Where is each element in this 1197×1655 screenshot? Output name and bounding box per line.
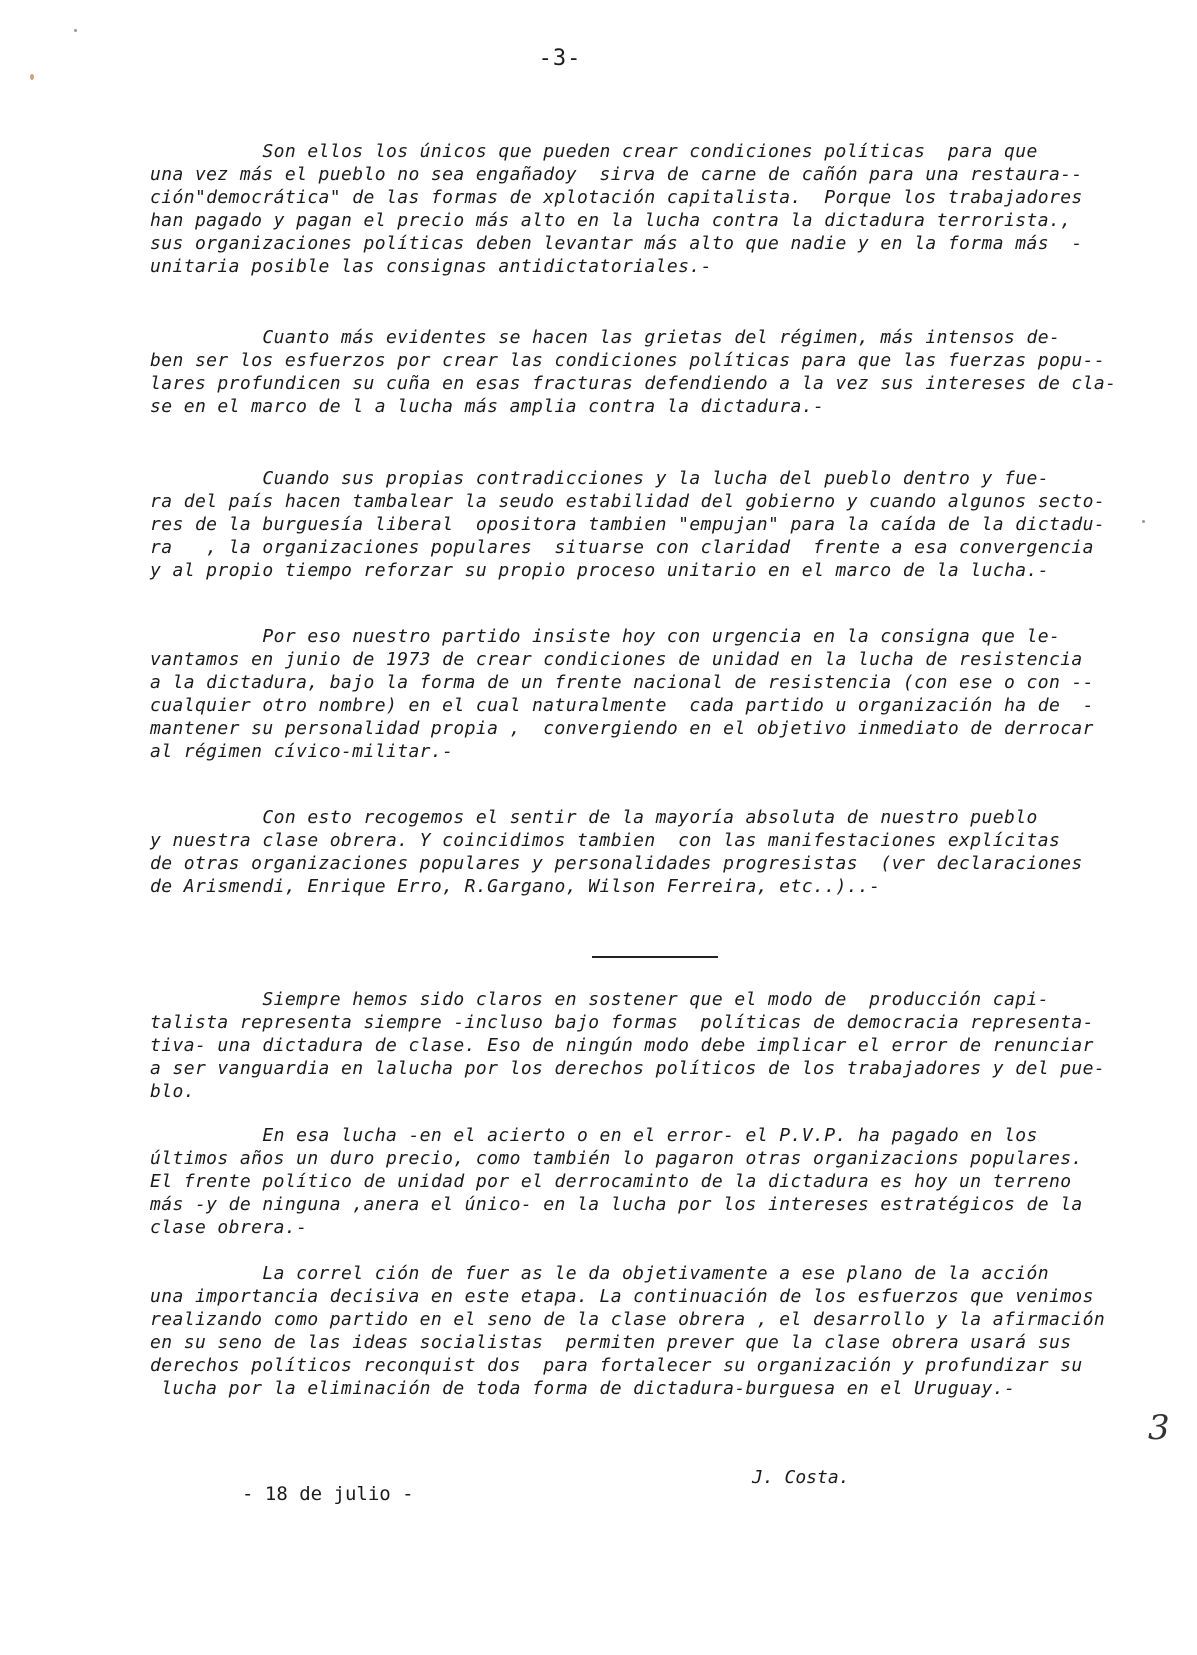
text-line: ra del país hacen tambalear la seudo estabilidad del gobierno y cuando algunos secto- <box>150 491 1106 512</box>
text-line: Con esto recogemos el sentir de la mayoría absoluta de nuestro pueblo <box>150 807 1038 828</box>
text-line: Por eso nuestro partido insiste hoy con urgencia en la consigna que le- <box>150 626 1061 647</box>
text-line: a la dictadura, bajo la forma de un frente nacional de resistencia (con ese o con -- <box>150 672 1094 693</box>
text-line: talista representa siempre -incluso bajo formas políticas de democracia representa- <box>150 1012 1094 1033</box>
text-line: en su seno de las ideas socialistas permiten prever que la clase obrera usará sus <box>150 1332 1072 1353</box>
date-line: - 18 de julio - <box>242 1483 414 1505</box>
text-line: de Arismendi, Enrique Erro, R.Gargano, Wilson Ferreira, etc..)..- <box>150 876 881 897</box>
section-separator <box>592 956 718 958</box>
text-line: derechos políticos reconquist dos para fortalecer su organización y profundizar su <box>150 1355 1083 1376</box>
text-line: al régimen cívico-militar.- <box>150 741 454 762</box>
text-line: Son ellos los únicos que pueden crear condiciones políticas para que <box>150 141 1038 162</box>
paper-speck <box>1142 520 1145 523</box>
text-line: ra , la organizaciones populares situarse con claridad frente a esa convergencia <box>150 537 1094 558</box>
text-line: ción"democrática" de las formas de xplotación capitalista. Porque los trabajadores <box>150 187 1083 208</box>
text-line: vantamos en junio de 1973 de crear condiciones de unidad en la lucha de resistencia <box>150 649 1083 670</box>
text-line: tiva- una dictadura de clase. Eso de ningún modo debe implicar el error de renunciar <box>150 1035 1094 1056</box>
text-line: blo. <box>150 1081 195 1102</box>
text-line: y nuestra clase obrera. Y coincidimos tambien con las manifestaciones explícitas <box>150 830 1061 851</box>
paper-speck <box>74 29 77 32</box>
text-line: últimos años un duro precio, como también lo pagaron otras organizacions populares. <box>150 1148 1083 1169</box>
text-line: de otras organizaciones populares y personalidades progresistas (ver declaraciones <box>150 853 1083 874</box>
text-line: El frente político de unidad por el derrocaminto de la dictadura es hoy un terreno <box>150 1171 1072 1192</box>
page-number: -3- <box>538 46 582 71</box>
text-line: La correl ción de fuer as le da objetivamente a ese plano de la acción <box>150 1263 1049 1284</box>
paragraph-7 <box>150 1124 1150 1239</box>
text-line: lucha por la eliminación de toda forma de dictadura-burguesa en el Uruguay.- <box>150 1378 1016 1399</box>
text-line: res de la burguesía liberal opositora tambien "empujan" para la caída de la dictadu- <box>150 514 1106 535</box>
paragraph-6 <box>150 988 1150 1103</box>
signature: J. Costa. <box>752 1467 850 1488</box>
handwritten-page-mark: 3 <box>1148 1408 1170 1448</box>
text-line: Siempre hemos sido claros en sostener que el modo de producción capi- <box>150 989 1049 1010</box>
paragraph-3 <box>150 467 1150 582</box>
text-line: más -y de ninguna ,anera el único- en la lucha por los intereses estratégicos de la <box>150 1194 1083 1215</box>
text-line: ben ser los esfuerzos por crear las condiciones políticas para que las fuerzas popu-- <box>150 350 1106 371</box>
text-line: mantener su personalidad propia , convergiendo en el objetivo inmediato de derrocar <box>150 718 1094 739</box>
text-line: una importancia decisiva en este etapa. La continuación de los esfuerzos que venimos <box>150 1286 1094 1307</box>
paragraph-5 <box>150 806 1150 898</box>
text-line: Cuando sus propias contradicciones y la lucha del pueblo dentro y fue- <box>150 468 1049 489</box>
text-line: a ser vanguardia en lalucha por los derechos políticos de los trabajadores y del pue- <box>150 1058 1106 1079</box>
paper-speck <box>30 74 34 80</box>
text-line: se en el marco de l a lucha más amplia contra la dictadura.- <box>150 396 825 417</box>
paragraph-8 <box>150 1262 1150 1400</box>
text-line: han pagado y pagan el precio más alto en la lucha contra la dictadura terrorista., <box>150 210 1072 231</box>
text-line: unitaria posible las consignas antidictatoriales.- <box>150 256 712 277</box>
text-line: y al propio tiempo reforzar su propio proceso unitario en el marco de la lucha.- <box>150 560 1049 581</box>
text-line: realizando como partido en el seno de la clase obrera , el desarrollo y la afirmación <box>150 1309 1106 1330</box>
text-line: En esa lucha -en el acierto o en el error- el P.V.P. ha pagado en los <box>150 1125 1038 1146</box>
text-line: Cuanto más evidentes se hacen las grietas del régimen, más intensos de- <box>150 327 1061 348</box>
paragraph-1 <box>150 140 1150 278</box>
text-line: cualquier otro nombre) en el cual naturalmente cada partido u organización ha de - <box>150 695 1094 716</box>
text-line: una vez más el pueblo no sea engañadoy sirva de carne de cañón para una restaura-- <box>150 164 1083 185</box>
paragraph-2 <box>150 326 1150 418</box>
text-line: lares profundicen su cuña en esas fracturas defendiendo a la vez sus intereses de cla- <box>150 373 1117 394</box>
text-line: sus organizaciones políticas deben levantar más alto que nadie y en la forma más - <box>150 233 1083 254</box>
paragraph-4 <box>150 625 1150 763</box>
text-line: clase obrera.- <box>150 1217 308 1238</box>
